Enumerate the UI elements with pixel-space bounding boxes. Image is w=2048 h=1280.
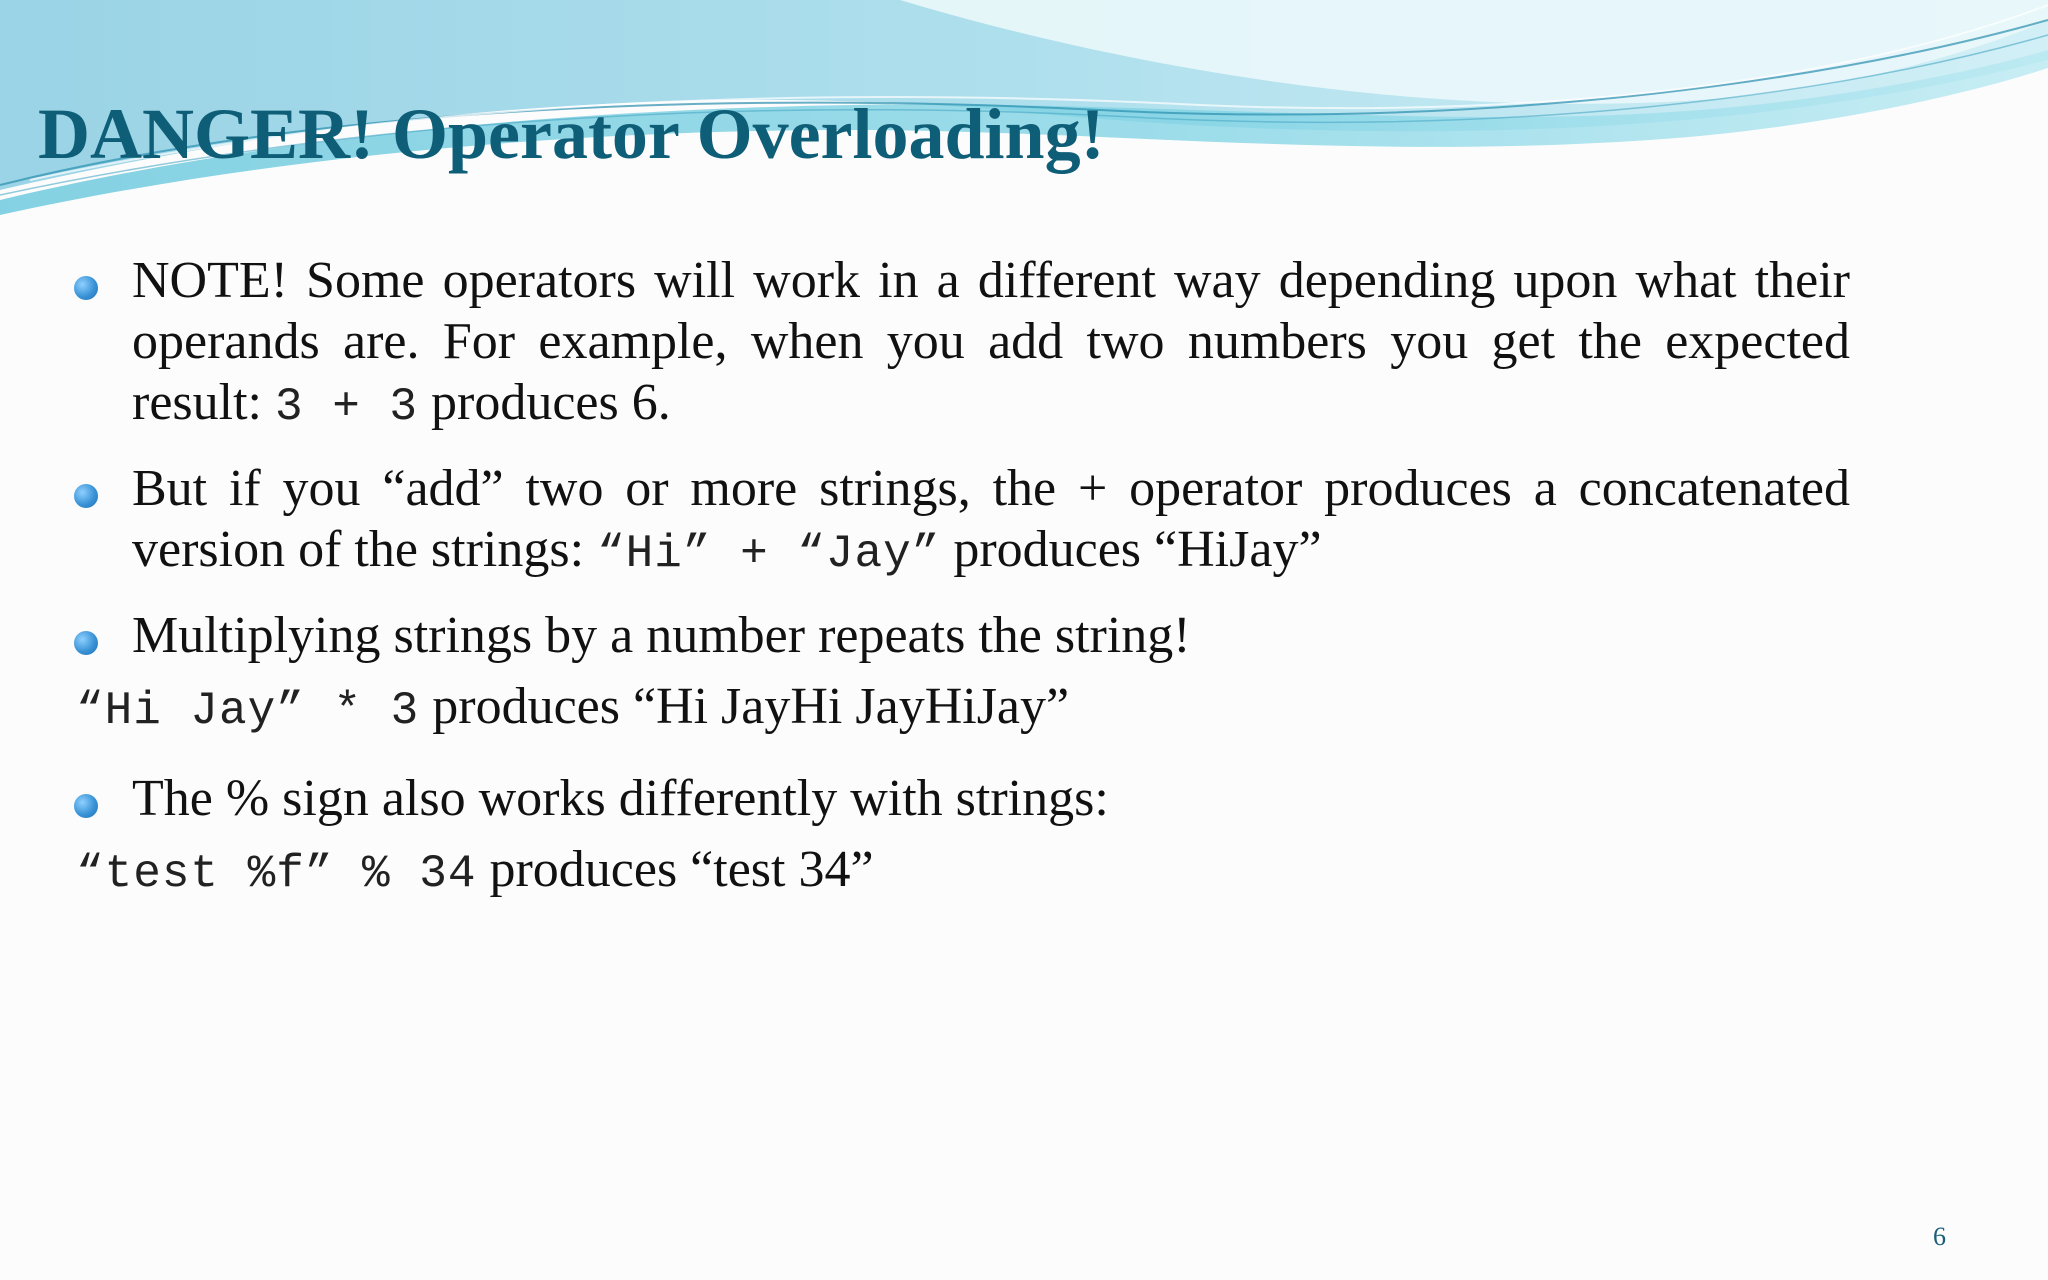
bullet-dot-icon <box>74 276 98 300</box>
code-result-text: produces “test 34” <box>476 841 874 898</box>
code-snippet: “test %f” % 34 <box>76 848 477 900</box>
bullet-text: Multiplying strings by a number repeats the string! <box>132 607 1191 664</box>
code-result-text: produces “Hi JayHi JayHiJay” <box>419 678 1070 735</box>
inline-code: 3 + 3 <box>274 381 419 433</box>
bullet-text: produces 6. <box>418 374 671 431</box>
code-example-line-1 <box>76 676 1850 742</box>
bullet-item-1 <box>70 250 1850 438</box>
page-number: 6 <box>1933 1222 1946 1251</box>
code-example-line-2 <box>76 839 1850 905</box>
bullet-dot-icon <box>74 631 98 655</box>
bullet-dot-icon <box>74 794 98 818</box>
code-snippet: “Hi Jay” * 3 <box>76 685 420 737</box>
slide-content <box>70 250 1850 931</box>
bullet-item-4 <box>70 768 1850 829</box>
bullet-dot-icon <box>74 484 98 508</box>
inline-code: “Hi” + “Jay” <box>597 528 941 580</box>
bullet-text: produces “HiJay” <box>940 521 1322 578</box>
bullet-text: NOTE! Some operators will work in a different way depending upon what their operands are. For example, when you add two numbers you get the expected result: <box>132 252 1850 431</box>
bullet-item-3 <box>70 605 1850 666</box>
slide-title: DANGER! Operator Overloading! <box>38 94 1105 174</box>
bullet-text: The % sign also works differently with strings: <box>132 770 1109 827</box>
bullet-text: But if you “add” two or more strings, the + operator produces a concatenated version of the strings: <box>132 460 1850 578</box>
bullet-item-2 <box>70 458 1850 585</box>
